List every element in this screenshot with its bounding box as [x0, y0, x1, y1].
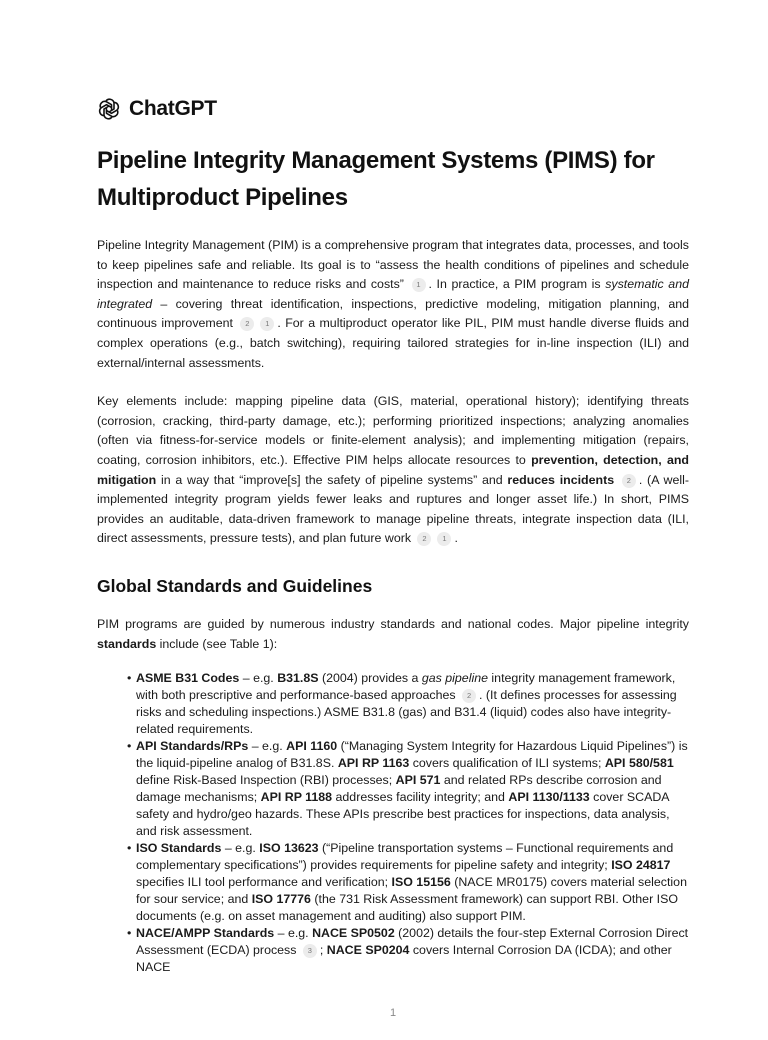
text-run: (2004) provides a	[318, 671, 422, 686]
list-item	[127, 925, 689, 976]
text-run: specifies ILI tool performance and verification;	[136, 875, 392, 890]
text-run: – e.g.	[221, 841, 260, 856]
bold-text: ISO 13623	[259, 841, 319, 856]
page-number: 1	[389, 1007, 397, 1020]
text-run: include (see Table 1):	[156, 636, 278, 651]
citation-badge[interactable]: 2	[417, 532, 431, 546]
bold-text: API RP 1188	[260, 790, 333, 805]
text-run: (the 731 Risk Assessment framework) can support RBI. Other ISO documents (e.g. on asset management and auditing) also support PIM.	[136, 892, 678, 924]
bold-text: prevention, detection, and mitigation	[97, 452, 689, 487]
bold-text: B31.8S	[277, 671, 319, 686]
bold-text: ISO 15156	[391, 875, 451, 890]
bold-text: NACE SP0502	[312, 926, 395, 941]
italic-text: systematic and integrated	[97, 277, 689, 311]
page-title: Pipeline Integrity Management Systems (PIMS) for Multiproduct Pipelines	[97, 147, 655, 211]
text-run: cover SCADA safety and hydro/geo hazards. These APIs prescribe best practices for inspections, data analysis, and risk assessment.	[136, 790, 670, 839]
citation-badge[interactable]: 1	[437, 532, 451, 546]
text-run: . (It defines processes for assessing risks and scheduling inspections.) ASME B31.8 (gas) and B31.4 (liquid) codes also have integrity-related requirements.	[136, 688, 677, 737]
text-run: covers Internal Corrosion DA (ICDA); and other NACE	[136, 943, 672, 975]
bold-text: API 571	[395, 773, 441, 788]
text-run: (“Managing System Integrity for Hazardous Liquid Pipelines”) is the liquid-pipeline analog of B31.8S.	[136, 739, 688, 771]
list-item	[127, 670, 689, 738]
text-run: . (A well-implemented integrity program yields fewer leaks and ruptures and longer asset life.) In short, PIMS provides an auditable, data-driven framework to manage pipeline threats, integrate inspection data (ILI, direct assessments, pressure tests), and plan future work	[97, 472, 689, 546]
section-heading: Global Standards and Guidelines	[97, 575, 373, 596]
text-run: .	[454, 531, 458, 546]
citation-badge[interactable]: 2	[462, 689, 476, 703]
text-run: integrity management framework, with both prescriptive and performance-based approaches	[136, 671, 676, 703]
text-run: in a way that “improve[s] the safety of pipeline systems” and	[156, 472, 508, 487]
text-run: – e.g.	[248, 739, 287, 754]
text-run: Pipeline Integrity Management (PIM) is a comprehensive program that integrates data, processes, and tools to keep pipelines safe and reliable. Its goal is to “assess the health conditions of pipelines and schedule inspection and maintenance to reduce risks and costs”	[97, 238, 689, 292]
citation-badge[interactable]: 1	[412, 278, 426, 292]
bold-text: standards	[97, 636, 157, 651]
text-run	[614, 473, 619, 487]
italic-text: gas pipeline	[421, 671, 488, 686]
bold-text: API 580/581	[604, 756, 674, 771]
text-run: – e.g.	[274, 926, 313, 941]
text-run: . For a multiproduct operator like PIL, PIM must handle diverse fluids and complex operations (e.g., batch switching), requiring tailored strategies for in-line inspection (ILI) and external/internal assessments.	[97, 316, 689, 370]
text-run: and related RPs describe corrosion and damage mechanisms;	[136, 773, 662, 805]
text-run: define Risk-Based Inspection (RBI) processes;	[136, 773, 396, 788]
text-run: PIM programs are guided by numerous industry standards and national codes. Major pipeline integrity	[97, 616, 689, 631]
bold-text: ISO 24817	[611, 858, 671, 873]
text-run: (2002) details the four-step External Corrosion Direct Assessment (ECDA) process	[136, 926, 689, 958]
bold-text: API 1160	[286, 739, 338, 754]
document-body	[97, 142, 689, 1040]
citation-badge[interactable]: 1	[260, 317, 274, 331]
standards-list	[97, 670, 689, 976]
text-run: ;	[319, 943, 327, 958]
bold-text: API 1130/1133	[508, 790, 590, 805]
citation-badge[interactable]: 2	[240, 317, 254, 331]
citation-badge[interactable]: 3	[303, 944, 317, 958]
bold-text: NACE SP0204	[326, 943, 410, 958]
logo-text: ChatGPT	[129, 97, 217, 120]
bold-text: NACE/AMPP Standards	[136, 926, 275, 941]
bold-text: API RP 1163	[337, 756, 410, 771]
text-run: addresses facility integrity; and	[332, 790, 509, 805]
citation-badge[interactable]: 2	[622, 474, 636, 488]
bold-text: ISO Standards	[136, 841, 222, 856]
chatgpt-logo	[97, 97, 217, 121]
text-run: . In practice, a PIM program is	[428, 277, 606, 292]
bold-text: API Standards/RPs	[136, 739, 249, 754]
text-run: Key elements include: mapping pipeline data (GIS, material, operational history); identifying threats (corrosion, cracking, third-party damage, etc.); performing prioritized inspections; analyzing anomalies (often via fitness-for-service models or finite-element analysis); and implementing mitigation (repairs, coating, corrosion inhibitors, etc.). Effective PIM helps allocate resources to	[97, 394, 689, 467]
text-run: (“Pipeline transportation systems – Functional requirements and complementary specifications”) provides requirements for pipeline safety and integrity;	[136, 841, 674, 873]
text-run: – covering threat identification, inspections, predictive modeling, mitigation planning, and continuous improvement	[97, 296, 689, 331]
text-run: – e.g.	[239, 671, 278, 686]
text-run: covers qualification of ILI systems;	[409, 756, 605, 771]
openai-logo-icon	[97, 97, 121, 121]
paragraph	[97, 236, 689, 373]
bold-text: reduces incidents	[507, 472, 615, 487]
list-item	[127, 738, 689, 840]
bold-text: ISO 17776	[251, 892, 311, 907]
list-item	[127, 840, 689, 925]
paragraph	[97, 392, 689, 549]
paragraph	[97, 615, 689, 654]
text-run: (NACE MR0175) covers material selection for sour service; and	[136, 875, 687, 907]
bold-text: ASME B31 Codes	[136, 671, 240, 686]
